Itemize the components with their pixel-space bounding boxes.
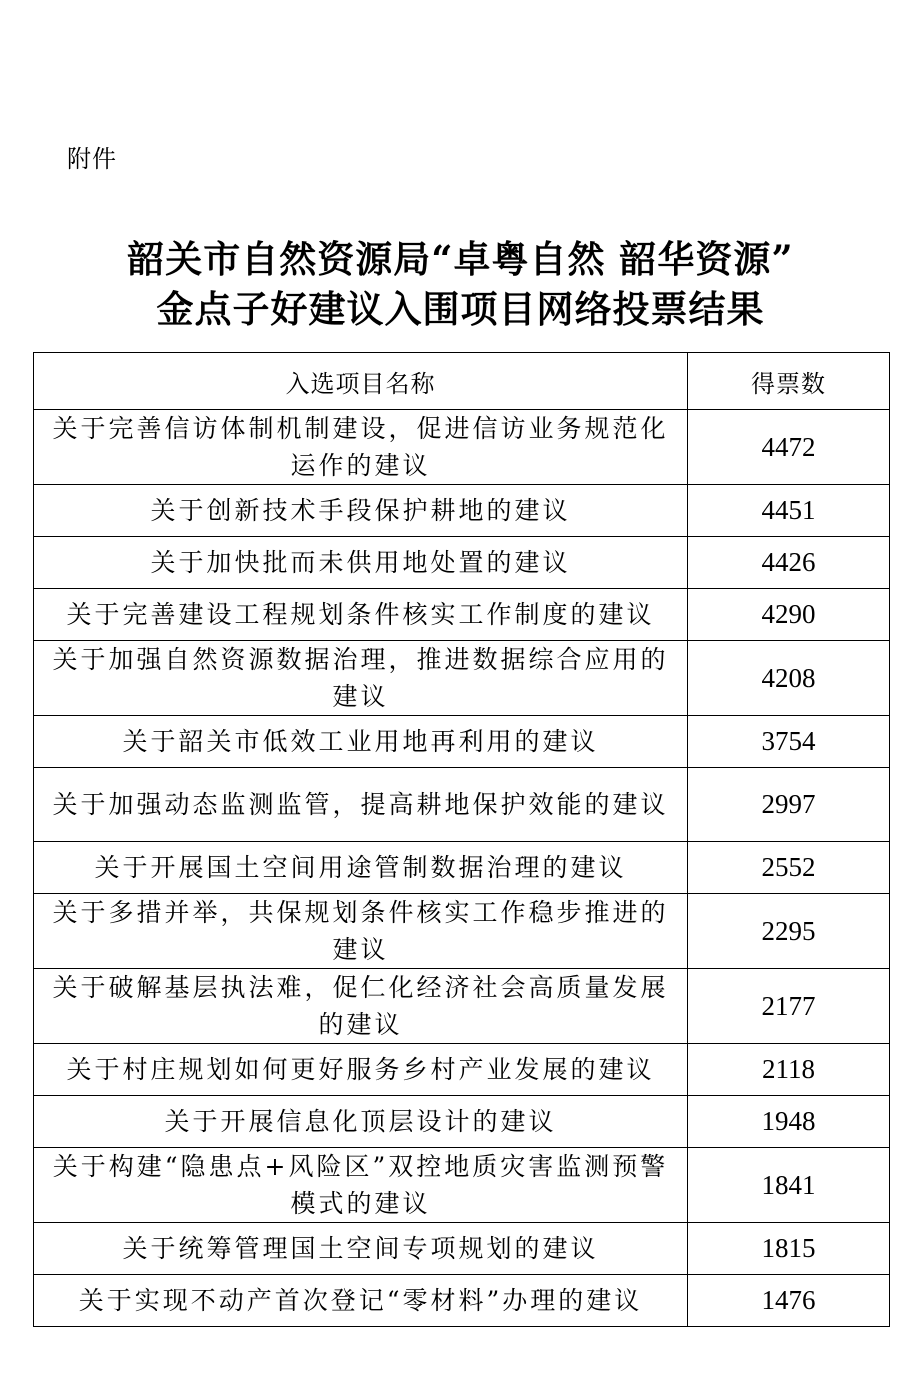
vote-count-cell: 4426 [688, 537, 890, 589]
table-row [34, 969, 890, 1044]
table-row [34, 589, 890, 641]
vote-count-cell: 1476 [688, 1275, 890, 1327]
table-row [34, 1148, 890, 1223]
table-header-row [34, 353, 890, 410]
project-name-cell: 关于创新技术手段保护耕地的建议 [34, 485, 688, 537]
vote-count-cell: 4290 [688, 589, 890, 641]
table-row [34, 1096, 890, 1148]
page-title-line-2: 金点子好建议入围项目网络投票结果 [156, 287, 765, 331]
table-row [34, 842, 890, 894]
project-name-cell: 关于完善信访体制机制建设，促进信访业务规范化运作的建议 [34, 410, 688, 485]
page-title-line-1: 韶关市自然资源局“卓粤自然 韶华资源” [127, 237, 794, 281]
project-name-cell: 关于实现不动产首次登记“零材料”办理的建议 [34, 1275, 688, 1327]
vote-count-cell: 4472 [688, 410, 890, 485]
project-name-cell: 关于多措并举，共保规划条件核实工作稳步推进的建议 [34, 894, 688, 969]
vote-count-cell: 1841 [688, 1148, 890, 1223]
vote-count-cell: 4208 [688, 641, 890, 716]
project-name-cell: 关于构建“隐患点+风险区”双控地质灾害监测预警模式的建议 [34, 1148, 688, 1223]
vote-count-cell: 2997 [688, 768, 890, 842]
vote-count-cell: 2552 [688, 842, 890, 894]
project-name-cell: 关于加强动态监测监管，提高耕地保护效能的建议 [34, 768, 688, 842]
table-row [34, 1275, 890, 1327]
table-row [34, 410, 890, 485]
table-row [34, 537, 890, 589]
project-name-cell: 关于开展国土空间用途管制数据治理的建议 [34, 842, 688, 894]
vote-count-cell: 3754 [688, 716, 890, 768]
table-row [34, 716, 890, 768]
page-title [0, 234, 921, 334]
vote-count-cell: 1948 [688, 1096, 890, 1148]
project-name-cell: 关于破解基层执法难，促仁化经济社会高质量发展的建议 [34, 969, 688, 1044]
table-row [34, 1044, 890, 1096]
project-name-cell: 关于加强自然资源数据治理，推进数据综合应用的建议 [34, 641, 688, 716]
table-row [34, 641, 890, 716]
project-name-cell: 关于统筹管理国土空间专项规划的建议 [34, 1223, 688, 1275]
project-name-cell: 关于韶关市低效工业用地再利用的建议 [34, 716, 688, 768]
project-name-cell: 关于村庄规划如何更好服务乡村产业发展的建议 [34, 1044, 688, 1096]
vote-count-cell: 1815 [688, 1223, 890, 1275]
table-row [34, 485, 890, 537]
project-name-cell: 关于开展信息化顶层设计的建议 [34, 1096, 688, 1148]
vote-count-cell: 2295 [688, 894, 890, 969]
table-row [34, 768, 890, 842]
vote-count-cell: 2177 [688, 969, 890, 1044]
vote-count-cell: 4451 [688, 485, 890, 537]
project-name-cell: 关于完善建设工程规划条件核实工作制度的建议 [34, 589, 688, 641]
table-row [34, 894, 890, 969]
project-name-cell: 关于加快批而未供用地处置的建议 [34, 537, 688, 589]
vote-results-table [33, 352, 890, 1327]
column-header-votes: 得票数 [688, 353, 890, 410]
table-row [34, 1223, 890, 1275]
attachment-label: 附件 [67, 145, 117, 173]
vote-count-cell: 2118 [688, 1044, 890, 1096]
column-header-project-name: 入选项目名称 [34, 353, 688, 410]
